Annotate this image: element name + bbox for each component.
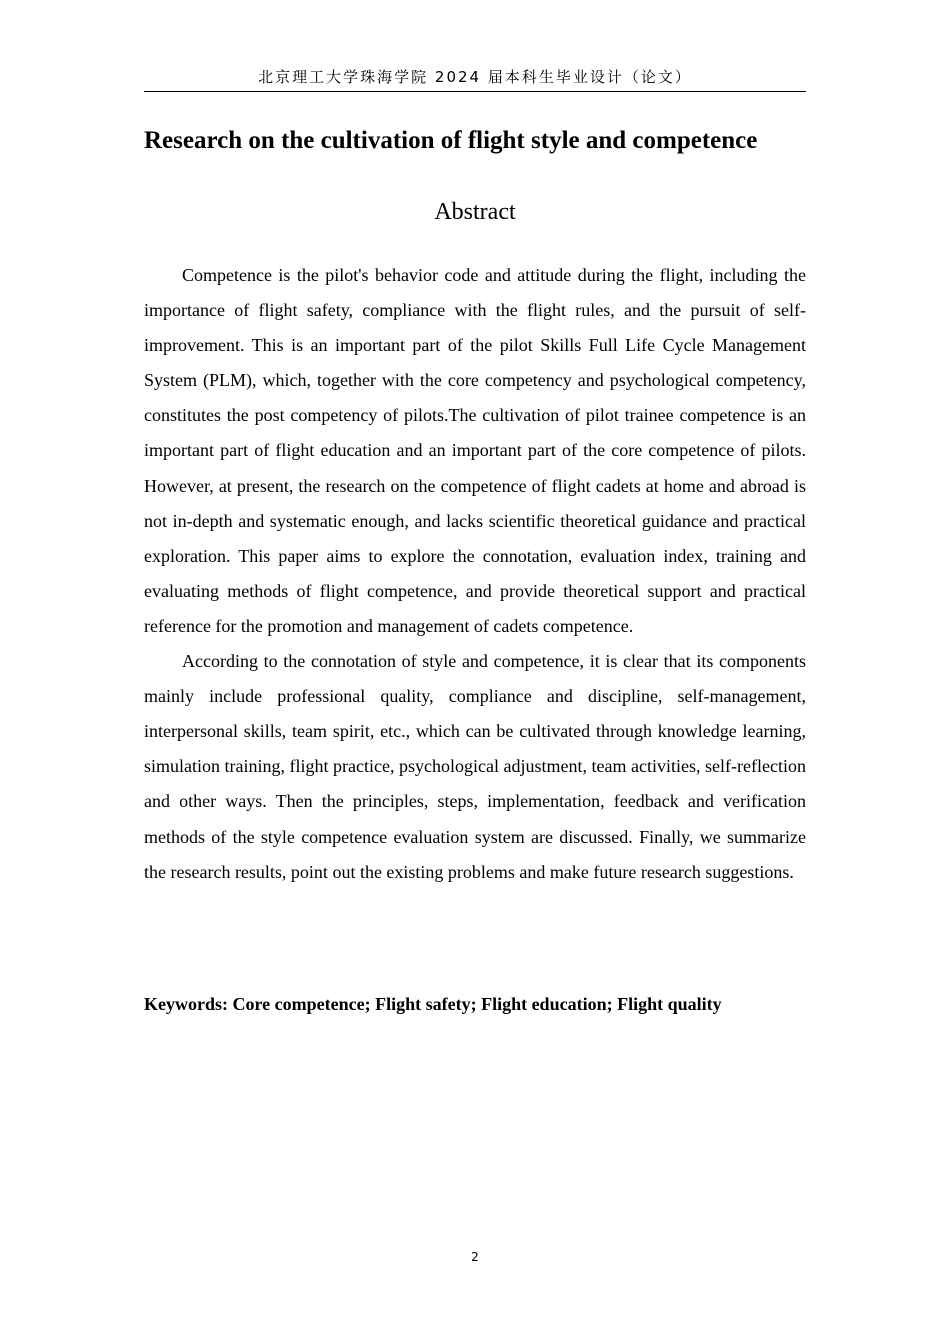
keywords-line: Keywords: Core competence; Flight safety; Flight education; Flight quality bbox=[144, 994, 722, 1014]
abstract-paragraph-2: According to the connotation of style and competence, it is clear that its components mainly include professional quality, compliance and discipline, self-management, interpersonal skills, team spirit, etc., which can be cultivated through knowledge learning, simulation training, flight practice, psychological adjustment, team activities, self-reflection and other ways. Then the principles, steps, implementation, feedback and verification methods of the style competence evaluation system are discussed. Finally, we summarize the research results, point out the existing problems and make future research suggestions. bbox=[144, 651, 806, 882]
running-header-text: 北京理工大学珠海学院 2024 届本科生毕业设计（论文） bbox=[258, 68, 692, 86]
abstract-body bbox=[144, 258, 806, 890]
page-number: 2 bbox=[471, 1250, 479, 1264]
paper-title: Research on the cultivation of flight style and competence bbox=[144, 127, 758, 154]
running-header bbox=[144, 66, 806, 92]
abstract-paragraph-1: Competence is the pilot's behavior code and attitude during the flight, including the importance of flight safety, compliance with the flight rules, and the pursuit of self-improvement. This is an important part of the pilot Skills Full Life Cycle Management System (PLM), which, together with the core competency and psychological competency, constitutes the post competency of pilots.The cultivation of pilot trainee competence is an important part of flight education and an important part of the core competence of pilots. However, at present, the research on the competence of flight cadets at home and abroad is not in-depth and systematic enough, and lacks scientific theoretical guidance and practical exploration. This paper aims to explore the connotation, evaluation index, training and evaluating methods of flight competence, and provide theoretical support and practical reference for the promotion and management of cadets competence. bbox=[144, 265, 806, 636]
abstract-heading: Abstract bbox=[434, 199, 516, 225]
